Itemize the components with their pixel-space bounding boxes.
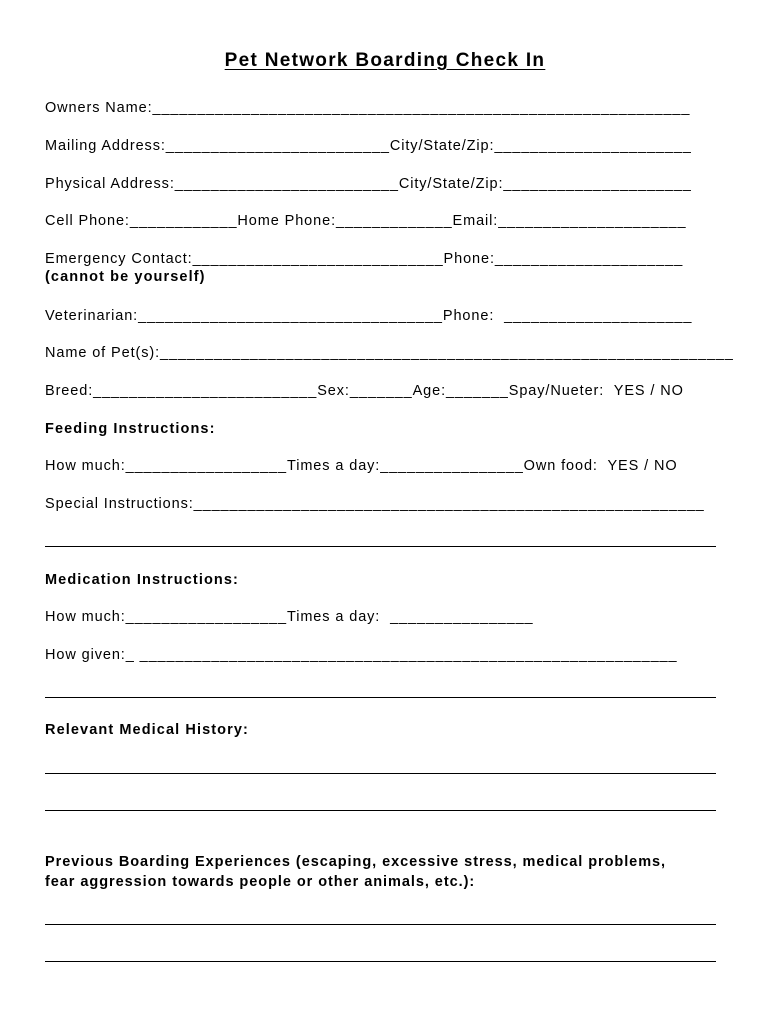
feeding-instructions-heading: Feeding Instructions: (45, 421, 216, 437)
special-instructions-field[interactable]: Special Instructions:_________________________________________________________ (45, 496, 705, 512)
form-title: Pet Network Boarding Check In (224, 50, 546, 71)
owners-name-field[interactable]: Owners Name:____________________________________________________________ (45, 100, 691, 116)
medical-history-blank-line-1[interactable] (45, 773, 716, 774)
medication-amount-field[interactable]: How much:__________________Times a day: ________________ (45, 609, 534, 625)
phone-email-fields[interactable]: Cell Phone:____________Home Phone:_____________Email:_____________________ (45, 213, 687, 229)
medication-instructions-heading: Medication Instructions: (45, 572, 239, 588)
breed-sex-age-field[interactable]: Breed:_________________________Sex:_______Age:_______Spay/Nueter: YES / NO (45, 383, 684, 399)
boarding-experience-blank-line-2[interactable] (45, 961, 716, 962)
emergency-contact-field[interactable]: Emergency Contact:____________________________Phone:_____________________ (45, 251, 684, 267)
mailing-address-field[interactable]: Mailing Address:_________________________City/State/Zip:______________________ (45, 138, 692, 154)
feeding-amount-field[interactable]: How much:__________________Times a day:________________Own food: YES / NO (45, 458, 678, 474)
physical-address-field[interactable]: Physical Address:_________________________City/State/Zip:_____________________ (45, 176, 692, 192)
how-given-blank-line[interactable] (45, 697, 716, 698)
medical-history-heading: Relevant Medical History: (45, 722, 249, 738)
pet-names-field[interactable]: Name of Pet(s):________________________________________________________________ (45, 345, 734, 361)
boarding-experience-heading-line-2: fear aggression towards people or other animals, etc.): (45, 874, 476, 890)
boarding-experience-blank-line-1[interactable] (45, 924, 716, 925)
special-instructions-blank-line[interactable] (45, 546, 716, 547)
veterinarian-field[interactable]: Veterinarian:__________________________________Phone: _____________________ (45, 308, 693, 324)
emergency-contact-note: (cannot be yourself) (45, 269, 206, 285)
boarding-experience-heading-line-1: Previous Boarding Experiences (escaping, excessive stress, medical problems, (45, 854, 667, 870)
medical-history-blank-line-2[interactable] (45, 810, 716, 811)
how-given-field[interactable]: How given:_ ____________________________________________________________ (45, 647, 678, 663)
